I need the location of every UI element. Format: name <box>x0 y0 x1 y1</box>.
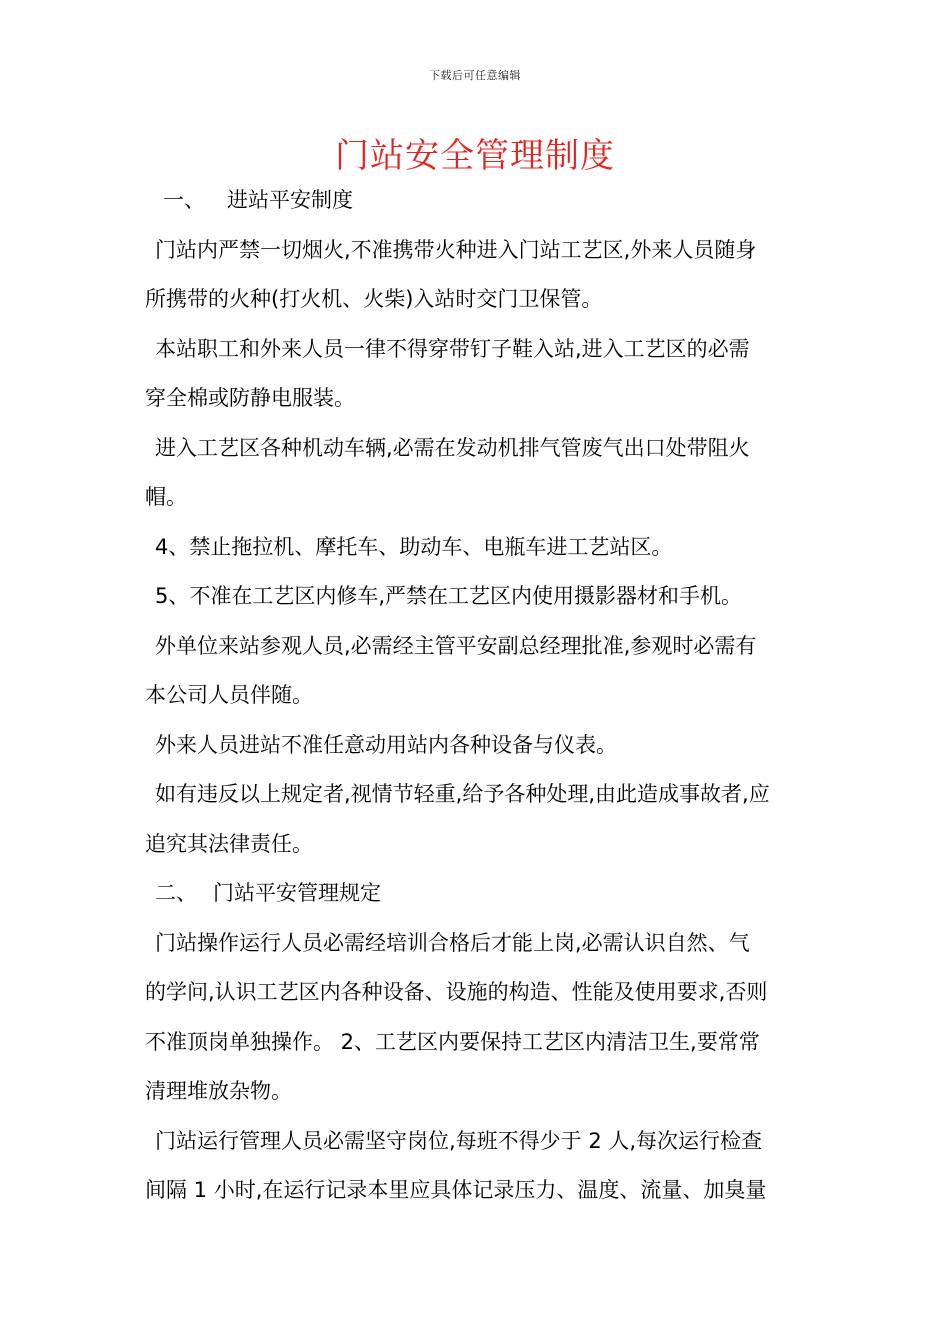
paragraph-line: 进入工艺区各种机动车辆,必需在发动机排气管废气出口处带阻火 <box>155 435 750 460</box>
paragraph-line: 不准顶岗单独操作。 2、工艺区内要保持工艺区内清洁卫生,要常常 <box>145 1029 760 1054</box>
section-heading-2 <box>145 869 810 919</box>
paragraph-line: 外来人员进站不准任意动用站内各种设备与仪表。 <box>155 732 617 757</box>
paragraph-line: 本公司人员伴随。 <box>145 683 313 707</box>
paragraph-line: 外单位来站参观人员,必需经主管平安副总经理批准,参观时必需有 <box>155 633 757 658</box>
section-number: 一、 <box>163 188 205 212</box>
paragraph-line: 如有违反以上规定者,视情节轻重,给予各种处理,由此造成事故者,应 <box>155 782 770 806</box>
document-title: 门站安全管理制度 <box>335 136 615 176</box>
section-title: 门站平安管理规定 <box>213 881 381 905</box>
document-body <box>145 176 810 1216</box>
section-number: 二、 <box>155 881 197 905</box>
paragraph-line: 4、禁止拖拉机、摩托车、助动车、电瓶车进工艺站区。 <box>155 534 673 559</box>
paragraph-line: 的学问,认识工艺区内各种设备、设施的构造、性能及使用要求,否则 <box>145 980 768 1004</box>
paragraph-line: 帽。 <box>145 485 187 509</box>
paragraph-line: 间隔 1 小时,在运行记录本里应具体记录压力、温度、流量、加臭量 <box>145 1178 767 1202</box>
section-heading-1 <box>145 176 810 226</box>
paragraph-line: 门站运行管理人员必需坚守岗位,每班不得少于 2 人,每次运行检查 <box>155 1128 763 1153</box>
paragraph-line: 本站职工和外来人员一律不得穿带钉子鞋入站,进入工艺区的必需 <box>155 336 750 361</box>
paragraph-line: 追究其法律责任。 <box>145 831 313 856</box>
paragraph-line: 门站内严禁一切烟火,不准携带火种进入门站工艺区,外来人员随身 <box>155 237 757 262</box>
paragraph-line: 穿全棉或防静电服装。 <box>145 386 355 410</box>
section-title: 进站平安制度 <box>227 188 353 212</box>
paragraph-line: 清理堆放杂物。 <box>145 1079 292 1103</box>
paragraph-line: 所携带的火种(打火机、火柴)入站时交门卫保管。 <box>145 287 603 311</box>
paragraph-line: 5、不准在工艺区内修车,严禁在工艺区内使用摄影器材和手机。 <box>155 584 743 608</box>
paragraph-line: 门站操作运行人员必需经培训合格后才能上岗,必需认识自然、气 <box>155 930 750 955</box>
header-note: 下载后可任意编辑 <box>429 69 521 82</box>
